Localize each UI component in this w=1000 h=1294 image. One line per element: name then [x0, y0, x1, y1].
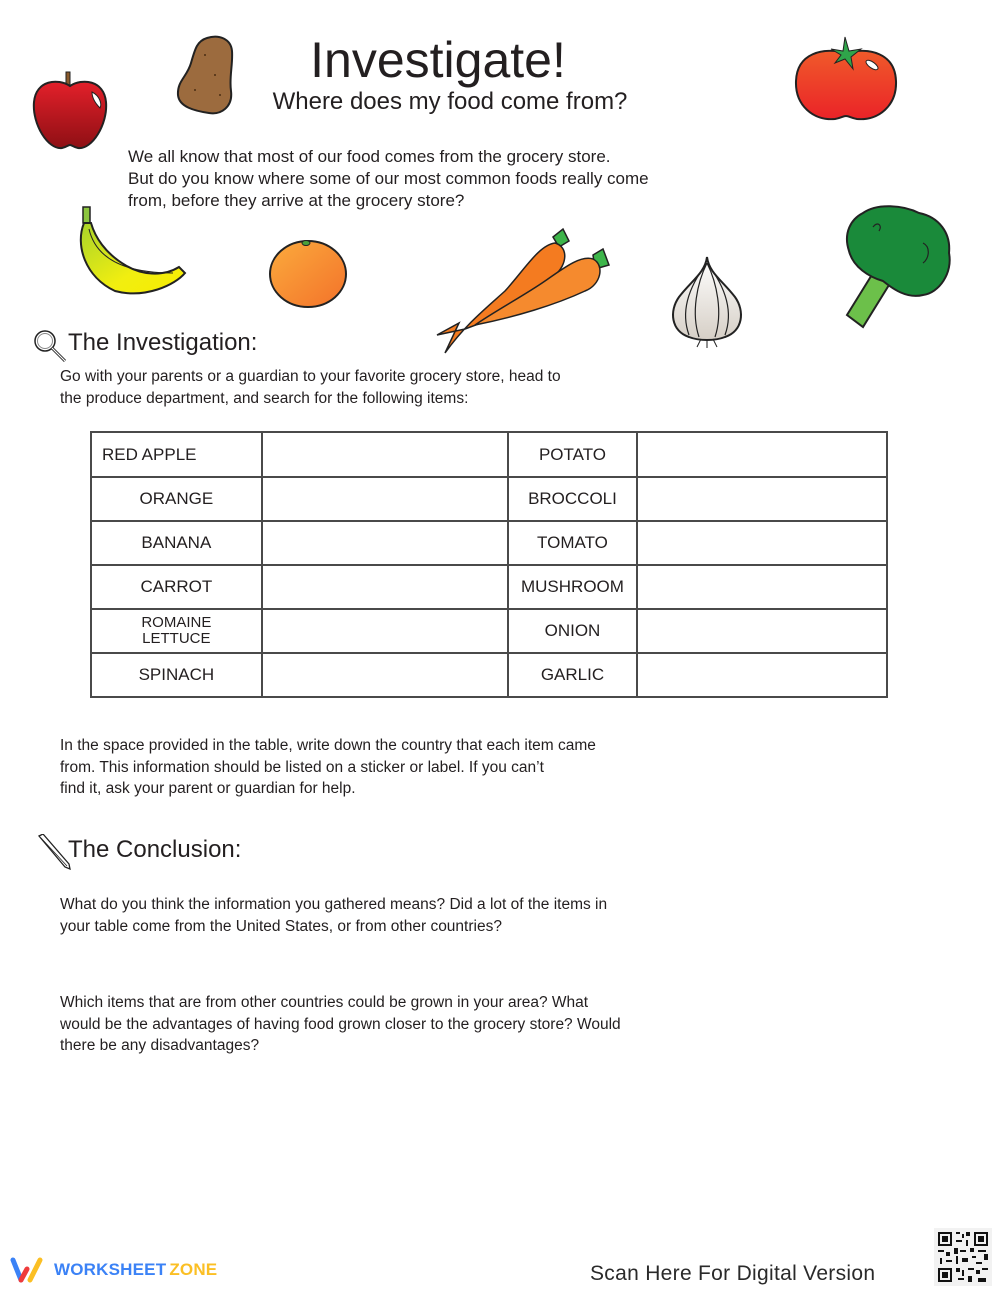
item-label: ROMAINE LETTUCE: [91, 609, 262, 653]
item-label: BROCCOLI: [508, 477, 637, 521]
intro-line: But do you know where some of our most common foods really come: [128, 169, 649, 188]
intro-paragraph: [128, 146, 748, 212]
item-label: ORANGE: [91, 477, 262, 521]
question-line: would be the advantages of having food grown closer to the grocery store? Would: [60, 1015, 621, 1033]
carrot-icon: [435, 225, 610, 355]
country-answer-cell[interactable]: [637, 565, 887, 609]
investigation-instructions: [60, 366, 680, 409]
instruction-line: Go with your parents or a guardian to your favorite grocery store, head to: [60, 368, 561, 385]
pencil-icon: [37, 834, 71, 870]
country-answer-cell[interactable]: [637, 477, 887, 521]
item-label: BANANA: [91, 521, 262, 565]
intro-line: from, before they arrive at the grocery store?: [128, 191, 465, 210]
orange-icon: [268, 238, 350, 310]
question-line: What do you think the information you gathered means? Did a lot of the items in: [60, 896, 608, 913]
brand-name-part1: WORKSHEET: [54, 1260, 167, 1279]
followup-line: In the space provided in the table, write down the country that each item came: [60, 737, 596, 754]
table-row: [91, 565, 887, 609]
intro-line: We all know that most of our food comes from the grocery store.: [128, 147, 611, 166]
worksheetzone-logo-icon: [10, 1257, 48, 1283]
broccoli-icon: [843, 203, 955, 333]
country-answer-cell[interactable]: [262, 609, 508, 653]
country-answer-cell[interactable]: [637, 609, 887, 653]
apple-icon: [30, 70, 110, 152]
table-row: [91, 477, 887, 521]
followup-instructions: [60, 735, 700, 800]
tomato-icon: [793, 33, 899, 123]
qr-code-icon: [934, 1228, 992, 1286]
table-row: [91, 521, 887, 565]
table-row: [91, 609, 887, 653]
instruction-line: the produce department, and search for the following items:: [60, 389, 469, 407]
item-label: ONION: [508, 609, 637, 653]
conclusion-heading: The Conclusion:: [68, 836, 242, 863]
country-answer-cell[interactable]: [262, 653, 508, 697]
magnifying-glass-icon: [32, 328, 68, 364]
followup-line: from. This information should be listed on a sticker or label. If you can’t: [60, 758, 544, 776]
country-answer-cell[interactable]: [637, 521, 887, 565]
qr-code[interactable]: [934, 1228, 992, 1286]
country-answer-cell[interactable]: [262, 432, 508, 477]
conclusion-question-2: [60, 992, 700, 1057]
garlic-icon: [667, 253, 747, 348]
page-title-text: Investigate!: [310, 32, 566, 88]
investigation-heading: The Investigation:: [68, 329, 258, 356]
country-answer-cell[interactable]: [637, 653, 887, 697]
conclusion-question-1: [60, 894, 700, 937]
worksheetzone-logo[interactable]: [10, 1255, 217, 1285]
item-label: POTATO: [508, 432, 637, 477]
item-label: RED APPLE: [91, 432, 262, 477]
item-label: CARROT: [91, 565, 262, 609]
country-answer-cell[interactable]: [262, 521, 508, 565]
question-line: Which items that are from other countries could be grown in your area? What: [60, 994, 589, 1011]
item-label: MUSHROOM: [508, 565, 637, 609]
table-row: [91, 653, 887, 697]
potato-icon: [175, 35, 237, 115]
page-subtitle-text: Where does my food come from?: [272, 88, 628, 115]
item-label: TOMATO: [508, 521, 637, 565]
item-label: GARLIC: [508, 653, 637, 697]
scan-digital-version-text: Scan Here For Digital Version: [590, 1262, 876, 1285]
banana-icon: [75, 205, 190, 300]
country-answer-cell[interactable]: [262, 565, 508, 609]
table-row: [91, 432, 887, 477]
question-line: there be any disadvantages?: [60, 1037, 260, 1054]
item-label: SPINACH: [91, 653, 262, 697]
produce-table: [90, 431, 888, 698]
brand-name-part2: ZONE: [169, 1260, 218, 1279]
question-line: your table come from the United States, or from other countries?: [60, 917, 502, 935]
country-answer-cell[interactable]: [637, 432, 887, 477]
followup-line: find it, ask your parent or guardian for help.: [60, 780, 356, 797]
country-answer-cell[interactable]: [262, 477, 508, 521]
